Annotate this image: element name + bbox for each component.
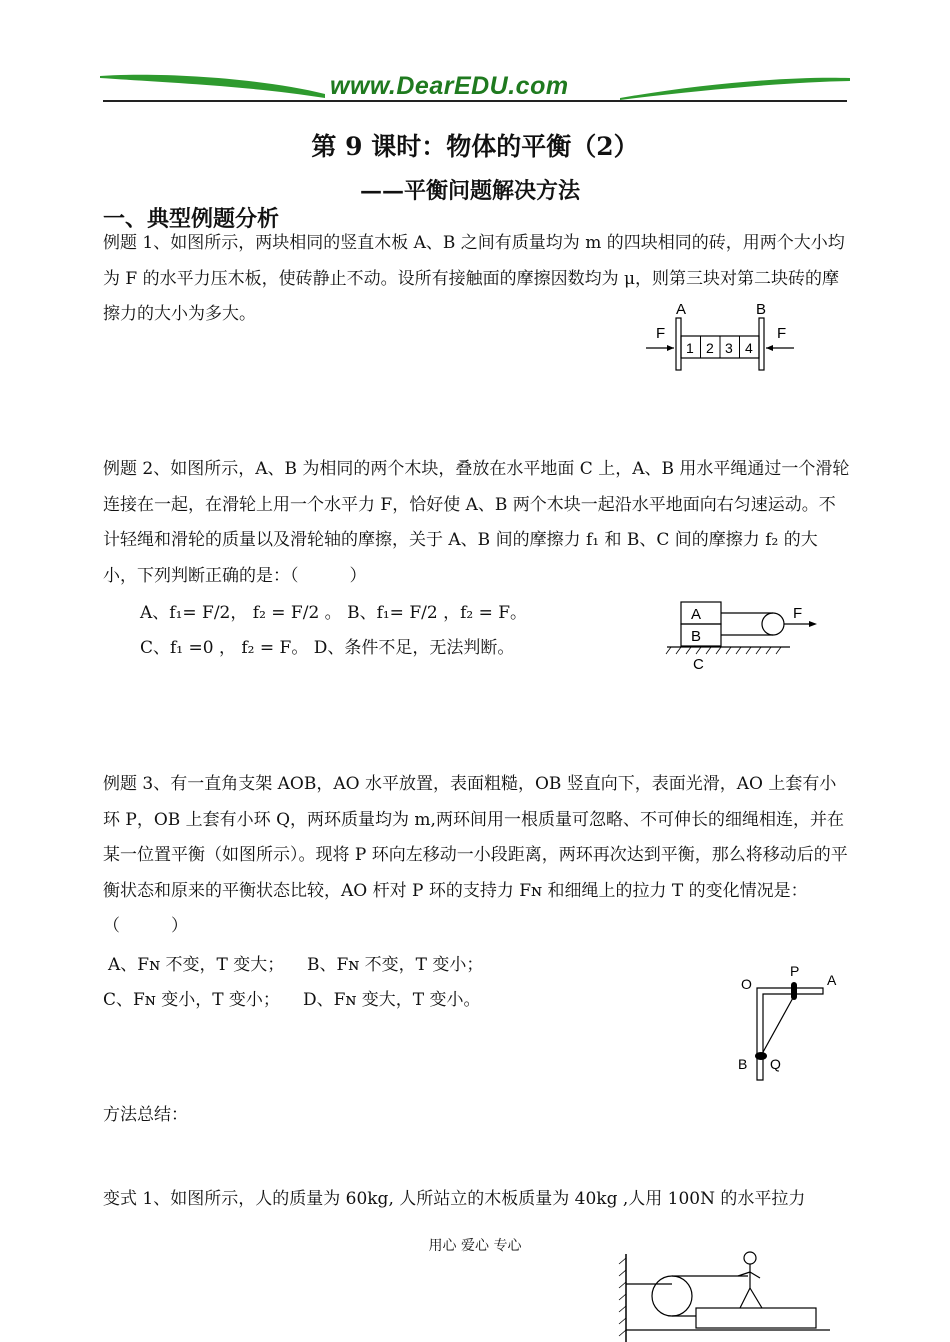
- fig3-label-p: P: [790, 963, 800, 979]
- page-subtitle: ——平衡问题解决方法: [360, 178, 581, 204]
- fig3-label-q: Q: [770, 1056, 781, 1072]
- brick-1: 1: [686, 340, 694, 356]
- example-2-options-ab: A、f₁= F/2， f₂ = F/2 。 B、f₁= F/2 ，f₂ = F。: [140, 603, 528, 623]
- variant-1-text: 变式 1、如图所示，人的质量为 60kg, 人所站立的木板质量为 40kg ,人用 100N 的水平拉力: [103, 1189, 806, 1209]
- fig3-label-a: A: [827, 972, 837, 988]
- fig2-force: F: [793, 605, 803, 622]
- example-2-options-cd: C、f₁ =0 ， f₂ = F。 D、条件不足，无法判断。: [140, 638, 515, 658]
- header-rule: [103, 100, 847, 102]
- brick-4: 4: [745, 340, 753, 356]
- example-3-option-b: B、Fɴ 不变，T 变小；: [307, 955, 484, 975]
- fig3-label-o: O: [741, 976, 752, 992]
- example-1-text: 例题 1、如图所示，两块相同的竖直木板 A、B 之间有质量均为 m 的四块相同的砖，用两个大小均为 F 的水平力压木板，使砖静止不动。设所有接触面的摩擦因数均为 μ，则第三块对第二块砖的摩擦力的大小为多大。: [103, 233, 845, 324]
- example-2-text: 例题 2、如图所示，A、B 为相同的两个木块，叠放在水平地面 C 上，A、B 用水平绳通过一个滑轮连接在一起，在滑轮上用一个水平力 F，恰好使 A、B 两个木块一起沿水平地面向右匀速运动。不计轻绳和滑轮的质量以及滑轮轴的摩擦，关于 A、B 间的摩擦力 f₁ 和 B、C 间的摩擦力 f₂ 的大小，下列判断正确的是：（ ）: [103, 459, 850, 586]
- variant-1-figure: [610, 1244, 830, 1342]
- example-3-option-a: A、Fɴ 不变，T 变大；: [108, 955, 285, 975]
- fig1-force-left: F: [656, 325, 666, 342]
- page-footer: 用心 爱心 专心: [428, 1238, 522, 1254]
- fig1-force-right: F: [777, 325, 787, 342]
- example-3-option-d: D、Fɴ 变大，T 变小。: [303, 990, 481, 1010]
- fig2-ground: C: [693, 656, 704, 673]
- example-3-text: 例题 3、有一直角支架 AOB，AO 水平放置，表面粗糙，OB 竖直向下，表面光滑，AO 上套有小环 P，OB 上套有小环 Q，两环质量均为 m,两环间用一根质量可忽略、不可伸长的细绳相连，并在某一位置平衡（如图所示）。现将 P 环向左移动一小段距离，两环再次达到平衡，那么将移动后的平衡状态和原来的平衡状态比较，AO 杆对 P 环的支持力 Fɴ 和细绳上的拉力 T 的变化情况是：（ ）: [103, 774, 848, 936]
- fig1-label-a: A: [676, 301, 687, 318]
- example-1-figure: [640, 296, 800, 376]
- brick-2: 2: [706, 340, 714, 356]
- example-2-figure: [665, 598, 825, 674]
- brick-3: 3: [725, 340, 733, 356]
- fig1-label-b: B: [756, 301, 767, 318]
- site-logo: www.DearEDU.com: [330, 72, 569, 100]
- fig2-block-b: B: [691, 628, 702, 645]
- method-summary-label: 方法总结：: [103, 1105, 188, 1125]
- fig2-block-a: A: [691, 606, 702, 623]
- example-3-figure: [735, 960, 845, 1085]
- example-3-option-c: C、Fɴ 变小，T 变小；: [103, 990, 280, 1010]
- page-title: 第 9 课时：物体的平衡（2）: [311, 132, 639, 161]
- fig3-label-b: B: [738, 1056, 748, 1072]
- section-heading: 一、典型例题分析: [103, 206, 280, 232]
